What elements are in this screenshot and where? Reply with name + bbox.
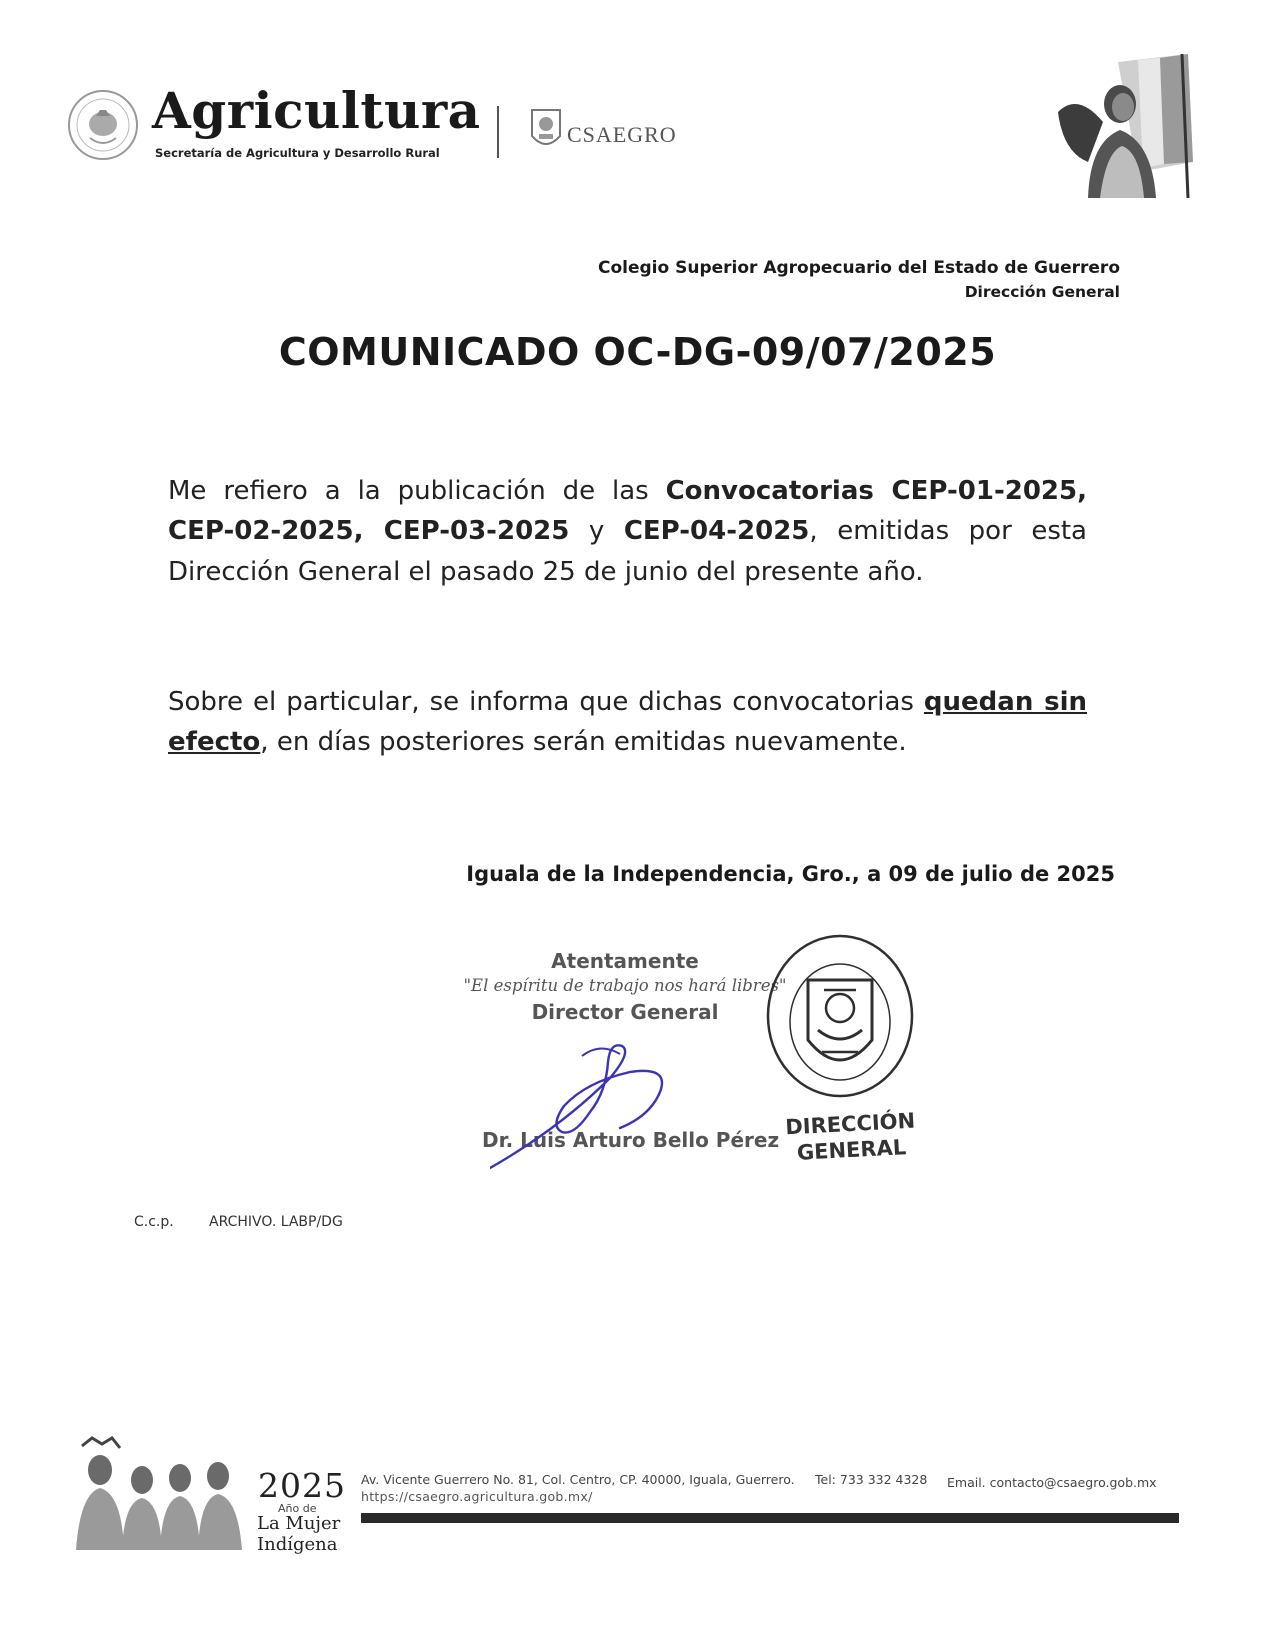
p2-intro: Sobre el particular, se informa que dichas convocatorias	[168, 687, 924, 717]
institution-block	[598, 256, 1120, 303]
footer-address: Av. Vicente Guerrero No. 81, Col. Centro, CP. 40000, Iguala, Guerrero.	[361, 1472, 795, 1487]
signer-name: Dr. Luis Arturo Bello Pérez	[482, 1128, 780, 1152]
stamp-line-2: GENERAL	[796, 1134, 907, 1165]
footer-phone: Tel: 733 332 4328	[815, 1472, 928, 1487]
institution-name: Colegio Superior Agropecuario del Estado de Guerrero	[598, 258, 1120, 278]
indigenous-women-illustration-icon	[62, 1436, 262, 1550]
footer-theme-line-2: Indígena	[257, 1533, 338, 1555]
closing: Atentamente	[551, 949, 699, 973]
p1-convocatorias-bold: Convocatorias CEP-01-2025, CEP-02-2025, CEP-03-2025	[168, 476, 1087, 547]
ccp-label: C.c.p.	[134, 1214, 174, 1230]
footer-theme	[257, 1514, 340, 1555]
footer-bar	[361, 1513, 1179, 1523]
motto: "El espíritu de trabajo nos hará libres"	[463, 976, 787, 995]
p1-cep04-bold: CEP-04-2025	[623, 516, 810, 547]
paragraph-1	[168, 471, 1087, 592]
footer-theme-line-1: La Mujer	[257, 1513, 341, 1534]
place-and-date: Iguala de la Independencia, Gro., a 09 de julio de 2025	[466, 862, 1115, 886]
handwritten-signature-icon	[490, 1032, 690, 1172]
csaegro-emblem-icon	[529, 106, 563, 154]
college-short-name: CSAEGRO	[567, 122, 677, 147]
footer-website: https://csaegro.agricultura.gob.mx/	[361, 1489, 593, 1504]
footer-email: Email. contacto@csaegro.gob.mx	[947, 1475, 1157, 1490]
p1-rest: , emitidas por esta Dirección General el pasado 25 de junio del presente año.	[168, 516, 1087, 587]
heroine-flag-illustration-icon	[1048, 52, 1196, 198]
stamp-label	[785, 1109, 917, 1167]
p2-underlined-bold: quedan sin efecto	[168, 687, 1088, 758]
header-divider	[497, 106, 499, 158]
agency-subtitle: Secretaría de Agricultura y Desarrollo Rural	[155, 146, 440, 160]
footer-year-of: Año de	[278, 1502, 317, 1515]
signature-block	[440, 948, 810, 1025]
paragraph-2	[168, 682, 1087, 763]
footer-year: 2025	[258, 1466, 346, 1505]
signer-position: Director General	[531, 999, 719, 1024]
p2-rest: , en días posteriores serán emitidas nuevamente.	[260, 727, 907, 758]
stamp-line-1: DIRECCIÓN	[784, 1108, 916, 1140]
p1-and: y	[569, 516, 624, 547]
p1-intro: Me refiero a la publicación de las	[168, 476, 666, 506]
institution-department: Dirección General	[964, 282, 1120, 301]
document-title: COMUNICADO OC-DG-09/07/2025	[278, 330, 997, 374]
ccp-value: ARCHIVO. LABP/DG	[209, 1214, 343, 1230]
mexico-coat-of-arms-seal-icon	[66, 88, 140, 162]
official-stamp-icon	[760, 930, 920, 1120]
agency-title: Agricultura	[152, 81, 481, 140]
